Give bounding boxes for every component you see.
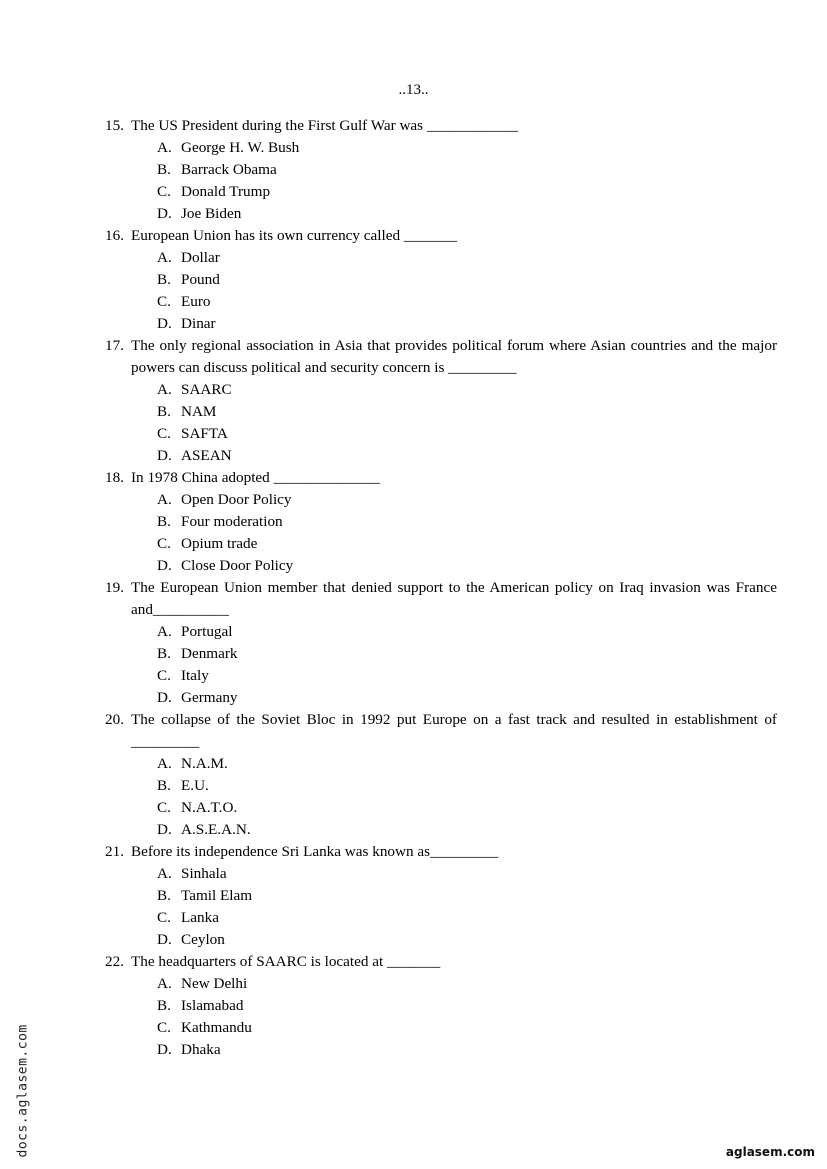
- option-text: Donald Trump: [181, 183, 271, 200]
- option-d: [157, 313, 777, 335]
- option-text: ASEAN: [181, 447, 232, 464]
- option-text: SAFTA: [181, 425, 228, 442]
- option-b: [157, 995, 777, 1017]
- option-c: [157, 423, 777, 445]
- option-d: [157, 203, 777, 225]
- question-number: 18.: [105, 469, 124, 486]
- option-letter: C.: [157, 425, 171, 442]
- option-c: [157, 181, 777, 203]
- option-text: New Delhi: [181, 975, 248, 992]
- option-list: [131, 489, 777, 577]
- question-18: [105, 467, 777, 577]
- option-letter: D.: [157, 1041, 172, 1058]
- option-c: [157, 533, 777, 555]
- option-text: N.A.M.: [181, 755, 228, 772]
- option-d: [157, 555, 777, 577]
- question-number: 16.: [105, 227, 124, 244]
- option-letter: B.: [157, 777, 171, 794]
- option-list: [131, 753, 777, 841]
- option-text: A.S.E.A.N.: [181, 821, 251, 838]
- question-list: [105, 115, 777, 1061]
- option-text: Dhaka: [181, 1041, 221, 1058]
- option-d: [157, 1039, 777, 1061]
- option-letter: D.: [157, 205, 172, 222]
- question-text: Before its independence Sri Lanka was known as_________: [131, 843, 499, 860]
- option-text: Denmark: [181, 645, 238, 662]
- question-22: [105, 951, 777, 1061]
- option-a: [157, 137, 777, 159]
- question-number: 21.: [105, 843, 124, 860]
- option-letter: B.: [157, 403, 171, 420]
- option-text: Germany: [181, 689, 238, 706]
- option-a: [157, 247, 777, 269]
- option-text: Italy: [181, 667, 209, 684]
- option-letter: A.: [157, 623, 172, 640]
- option-text: Sinhala: [181, 865, 227, 882]
- option-text: Kathmandu: [181, 1019, 252, 1036]
- option-letter: B.: [157, 271, 171, 288]
- option-c: [157, 291, 777, 313]
- option-letter: C.: [157, 293, 171, 310]
- option-c: [157, 665, 777, 687]
- option-text: Islamabad: [181, 997, 244, 1014]
- option-b: [157, 159, 777, 181]
- option-letter: D.: [157, 447, 172, 464]
- option-text: N.A.T.O.: [181, 799, 238, 816]
- option-text: Opium trade: [181, 535, 258, 552]
- option-b: [157, 643, 777, 665]
- question-text: In 1978 China adopted ______________: [131, 469, 380, 486]
- option-list: [131, 379, 777, 467]
- question-number: 22.: [105, 953, 124, 970]
- option-letter: B.: [157, 513, 171, 530]
- option-text: Barrack Obama: [181, 161, 277, 178]
- question-16: [105, 225, 777, 335]
- option-letter: B.: [157, 997, 171, 1014]
- option-b: [157, 885, 777, 907]
- question-17: [105, 335, 777, 467]
- option-letter: D.: [157, 931, 172, 948]
- option-text: E.U.: [181, 777, 209, 794]
- option-letter: A.: [157, 865, 172, 882]
- option-b: [157, 269, 777, 291]
- option-text: Portugal: [181, 623, 233, 640]
- page-number: ..13..: [398, 82, 429, 98]
- option-b: [157, 511, 777, 533]
- option-letter: A.: [157, 249, 172, 266]
- option-c: [157, 1017, 777, 1039]
- option-letter: A.: [157, 381, 172, 398]
- option-text: Tamil Elam: [181, 887, 253, 904]
- question-text: European Union has its own currency called _______: [131, 227, 458, 244]
- option-letter: C.: [157, 183, 171, 200]
- question-number: 20.: [105, 711, 124, 728]
- option-letter: D.: [157, 557, 172, 574]
- option-a: [157, 489, 777, 511]
- option-b: [157, 401, 777, 423]
- option-text: George H. W. Bush: [181, 139, 300, 156]
- option-letter: B.: [157, 645, 171, 662]
- question-number: 15.: [105, 117, 124, 134]
- option-c: [157, 797, 777, 819]
- option-text: Dollar: [181, 249, 220, 266]
- option-list: [131, 247, 777, 335]
- question-number: 19.: [105, 579, 124, 596]
- option-a: [157, 973, 777, 995]
- question-number: 17.: [105, 337, 124, 354]
- option-text: NAM: [181, 403, 217, 420]
- option-text: Close Door Policy: [181, 557, 294, 574]
- option-d: [157, 819, 777, 841]
- option-letter: C.: [157, 667, 171, 684]
- option-text: SAARC: [181, 381, 232, 398]
- question-text: The European Union member that denied support to the American policy on Iraq invasion was France and__________: [131, 579, 777, 618]
- brand-watermark: aglasem.com: [725, 1145, 815, 1159]
- option-text: Joe Biden: [181, 205, 242, 222]
- option-text: Pound: [181, 271, 220, 288]
- question-text: The collapse of the Soviet Bloc in 1992 put Europe on a fast track and resulted in establishment of _________: [131, 711, 777, 750]
- option-list: [131, 621, 777, 709]
- option-letter: C.: [157, 535, 171, 552]
- option-a: [157, 621, 777, 643]
- option-c: [157, 907, 777, 929]
- option-text: Ceylon: [181, 931, 225, 948]
- question-text: The US President during the First Gulf War was ____________: [131, 117, 519, 134]
- option-a: [157, 863, 777, 885]
- option-list: [131, 973, 777, 1061]
- option-letter: D.: [157, 689, 172, 706]
- option-list: [131, 863, 777, 951]
- option-letter: A.: [157, 139, 172, 156]
- option-b: [157, 775, 777, 797]
- option-letter: B.: [157, 887, 171, 904]
- option-letter: C.: [157, 1019, 171, 1036]
- question-text: The only regional association in Asia that provides political forum where Asian countries and the major powers can discuss political and security concern is _________: [131, 337, 777, 376]
- option-letter: A.: [157, 755, 172, 772]
- option-letter: D.: [157, 821, 172, 838]
- option-letter: B.: [157, 161, 171, 178]
- option-d: [157, 445, 777, 467]
- option-letter: C.: [157, 909, 171, 926]
- option-d: [157, 929, 777, 951]
- option-letter: A.: [157, 491, 172, 508]
- question-15: [105, 115, 777, 225]
- option-text: Four moderation: [181, 513, 283, 530]
- question-text: The headquarters of SAARC is located at _______: [131, 953, 441, 970]
- option-letter: A.: [157, 975, 172, 992]
- option-text: Euro: [181, 293, 211, 310]
- option-text: Open Door Policy: [181, 491, 292, 508]
- option-letter: D.: [157, 315, 172, 332]
- option-text: Lanka: [181, 909, 219, 926]
- option-a: [157, 753, 777, 775]
- option-letter: C.: [157, 799, 171, 816]
- option-list: [131, 137, 777, 225]
- question-20: [105, 709, 777, 841]
- option-a: [157, 379, 777, 401]
- side-watermark: docs.aglasem.com: [15, 1024, 31, 1158]
- option-text: Dinar: [181, 315, 216, 332]
- question-21: [105, 841, 777, 951]
- question-19: [105, 577, 777, 709]
- option-d: [157, 687, 777, 709]
